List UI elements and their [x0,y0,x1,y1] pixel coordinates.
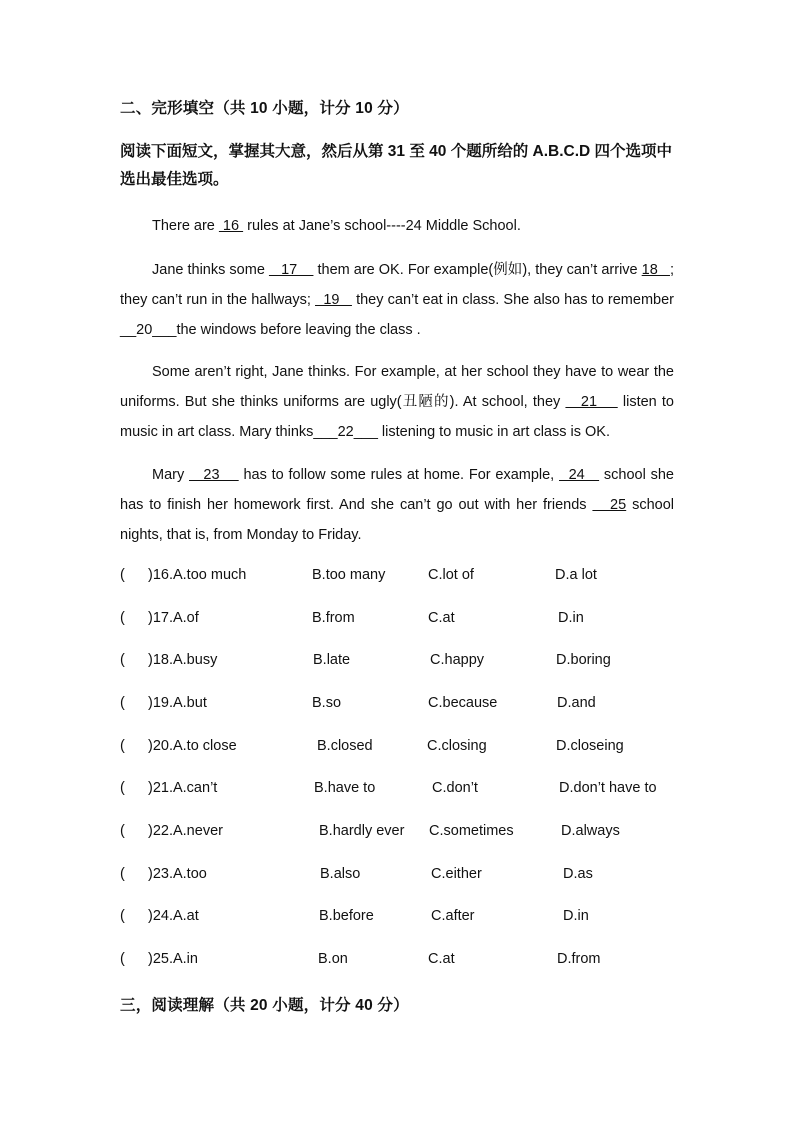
option-c: C.don’t [432,780,478,796]
paragraph-text: has to follow some rules at home. For example, [238,467,560,483]
question-row-25 [120,951,680,971]
answer-paren: ( [120,823,125,839]
option-b: B.have to [314,780,376,796]
option-c: C.after [431,908,475,924]
cloze-instructions: 阅读下面短文，掌握其大意，然后从第 31 至 40 个题所给的 A.B.C.D 四个选项中选出最佳选项。 [120,143,673,188]
option-b: B.on [318,951,348,967]
option-b: B.from [312,610,355,626]
answer-blank-23: 23 [189,467,239,483]
question-stem-option-a: )23.A.too [148,866,207,882]
answer-blank-16: 16 [218,218,244,234]
option-c: C.sometimes [429,823,514,839]
option-b: B.too many [312,567,386,583]
option-b: B.hardly ever [319,823,405,839]
section-heading-cloze: 二、完形填空（共 10 小题，计分 10 分） [120,100,409,117]
question-row-20 [120,738,680,758]
answer-blank-20: __20___ [120,322,177,338]
paragraph-text: Jane thinks some [152,262,269,278]
paragraph-text: listening to music in art class is OK. [377,424,610,440]
question-stem-option-a: )22.A.never [148,823,223,839]
paragraph-text: listen to music in art class. Mary thinks [120,394,674,440]
paragraph-text: school she has to finish her homework first. And she can’t go out with her friends [120,467,674,513]
paragraph-text: ; they can’t run in the hallways; [120,262,674,308]
question-row-19 [120,695,680,715]
option-c: C.happy [430,652,485,668]
option-c: C.closing [427,738,487,754]
option-c: C.lot of [428,567,474,583]
paragraph-text: Mary [152,467,190,483]
paragraph-text: There are [152,218,219,234]
question-row-16 [120,567,680,587]
paragraph-text: they can’t eat in class. She also has to remember [351,292,674,308]
question-stem-option-a: )25.A.in [148,951,198,967]
option-d: D.and [557,695,596,711]
answer-paren: ( [120,951,125,967]
answer-blank-21: 21 [565,394,618,410]
answer-blank-19: 19 [315,292,352,308]
question-stem-option-a: )18.A.busy [148,652,218,668]
question-stem-option-a: )24.A.at [148,908,199,924]
question-stem-option-a: )19.A.but [148,695,207,711]
question-stem-option-a: )16.A.too much [148,567,247,583]
question-row-18 [120,652,680,672]
question-row-17 [120,610,680,630]
passage-paragraph-4 [120,460,674,550]
answer-paren: ( [120,610,125,626]
answer-blank-18: 18 [641,262,670,278]
passage-paragraph-1 [120,211,674,241]
option-b: B.before [319,908,374,924]
answer-blank-17: 17 [268,262,314,278]
paragraph-text: the windows before leaving the class . [176,322,421,338]
answer-blank-24: 24 [559,467,600,483]
question-stem-option-a: )17.A.of [148,610,199,626]
option-c: C.at [428,610,455,626]
passage-paragraph-3 [120,357,674,447]
option-d: D.in [558,610,584,626]
question-row-24 [120,908,680,928]
option-b: B.closed [317,738,373,754]
answer-paren: ( [120,652,125,668]
option-c: C.either [431,866,482,882]
question-row-21 [120,780,680,800]
option-c: C.at [428,951,455,967]
answer-paren: ( [120,866,125,882]
option-b: B.late [313,652,351,668]
paragraph-text: school nights, that is, from Monday to Friday. [120,497,674,543]
answer-paren: ( [120,695,125,711]
answer-blank-25: 25 [592,497,627,513]
answer-paren: ( [120,908,125,924]
passage-paragraph-2 [120,255,674,345]
question-stem-option-a: )21.A.can’t [148,780,218,796]
section-heading-reading: 三，阅读理解（共 20 小题，计分 40 分） [120,997,409,1014]
option-d: D.always [561,823,620,839]
option-d: D.don’t have to [559,780,657,796]
option-b: B.also [320,866,361,882]
option-d: D.from [557,951,601,967]
question-row-22 [120,823,680,843]
answer-blank-22: ___22___ [313,424,378,440]
answer-paren: ( [120,780,125,796]
answer-paren: ( [120,738,125,754]
option-d: D.a lot [555,567,597,583]
paragraph-text: them are OK. For example(例如), they can’t arrive [313,262,642,278]
option-d: D.in [563,908,589,924]
question-stem-option-a: )20.A.to close [148,738,237,754]
paragraph-text: rules at Jane’s school----24 Middle School. [243,218,521,234]
paragraph-text: Some aren’t right, Jane thinks. For example, at her school they have to wear the uniforms. But she thinks uniforms are ugly(丑陋的). At school, they [120,364,674,410]
question-row-23 [120,866,680,886]
answer-paren: ( [120,567,125,583]
option-d: D.as [563,866,593,882]
option-c: C.because [428,695,498,711]
option-d: D.closeing [556,738,624,754]
option-d: D.boring [556,652,611,668]
option-b: B.so [312,695,342,711]
